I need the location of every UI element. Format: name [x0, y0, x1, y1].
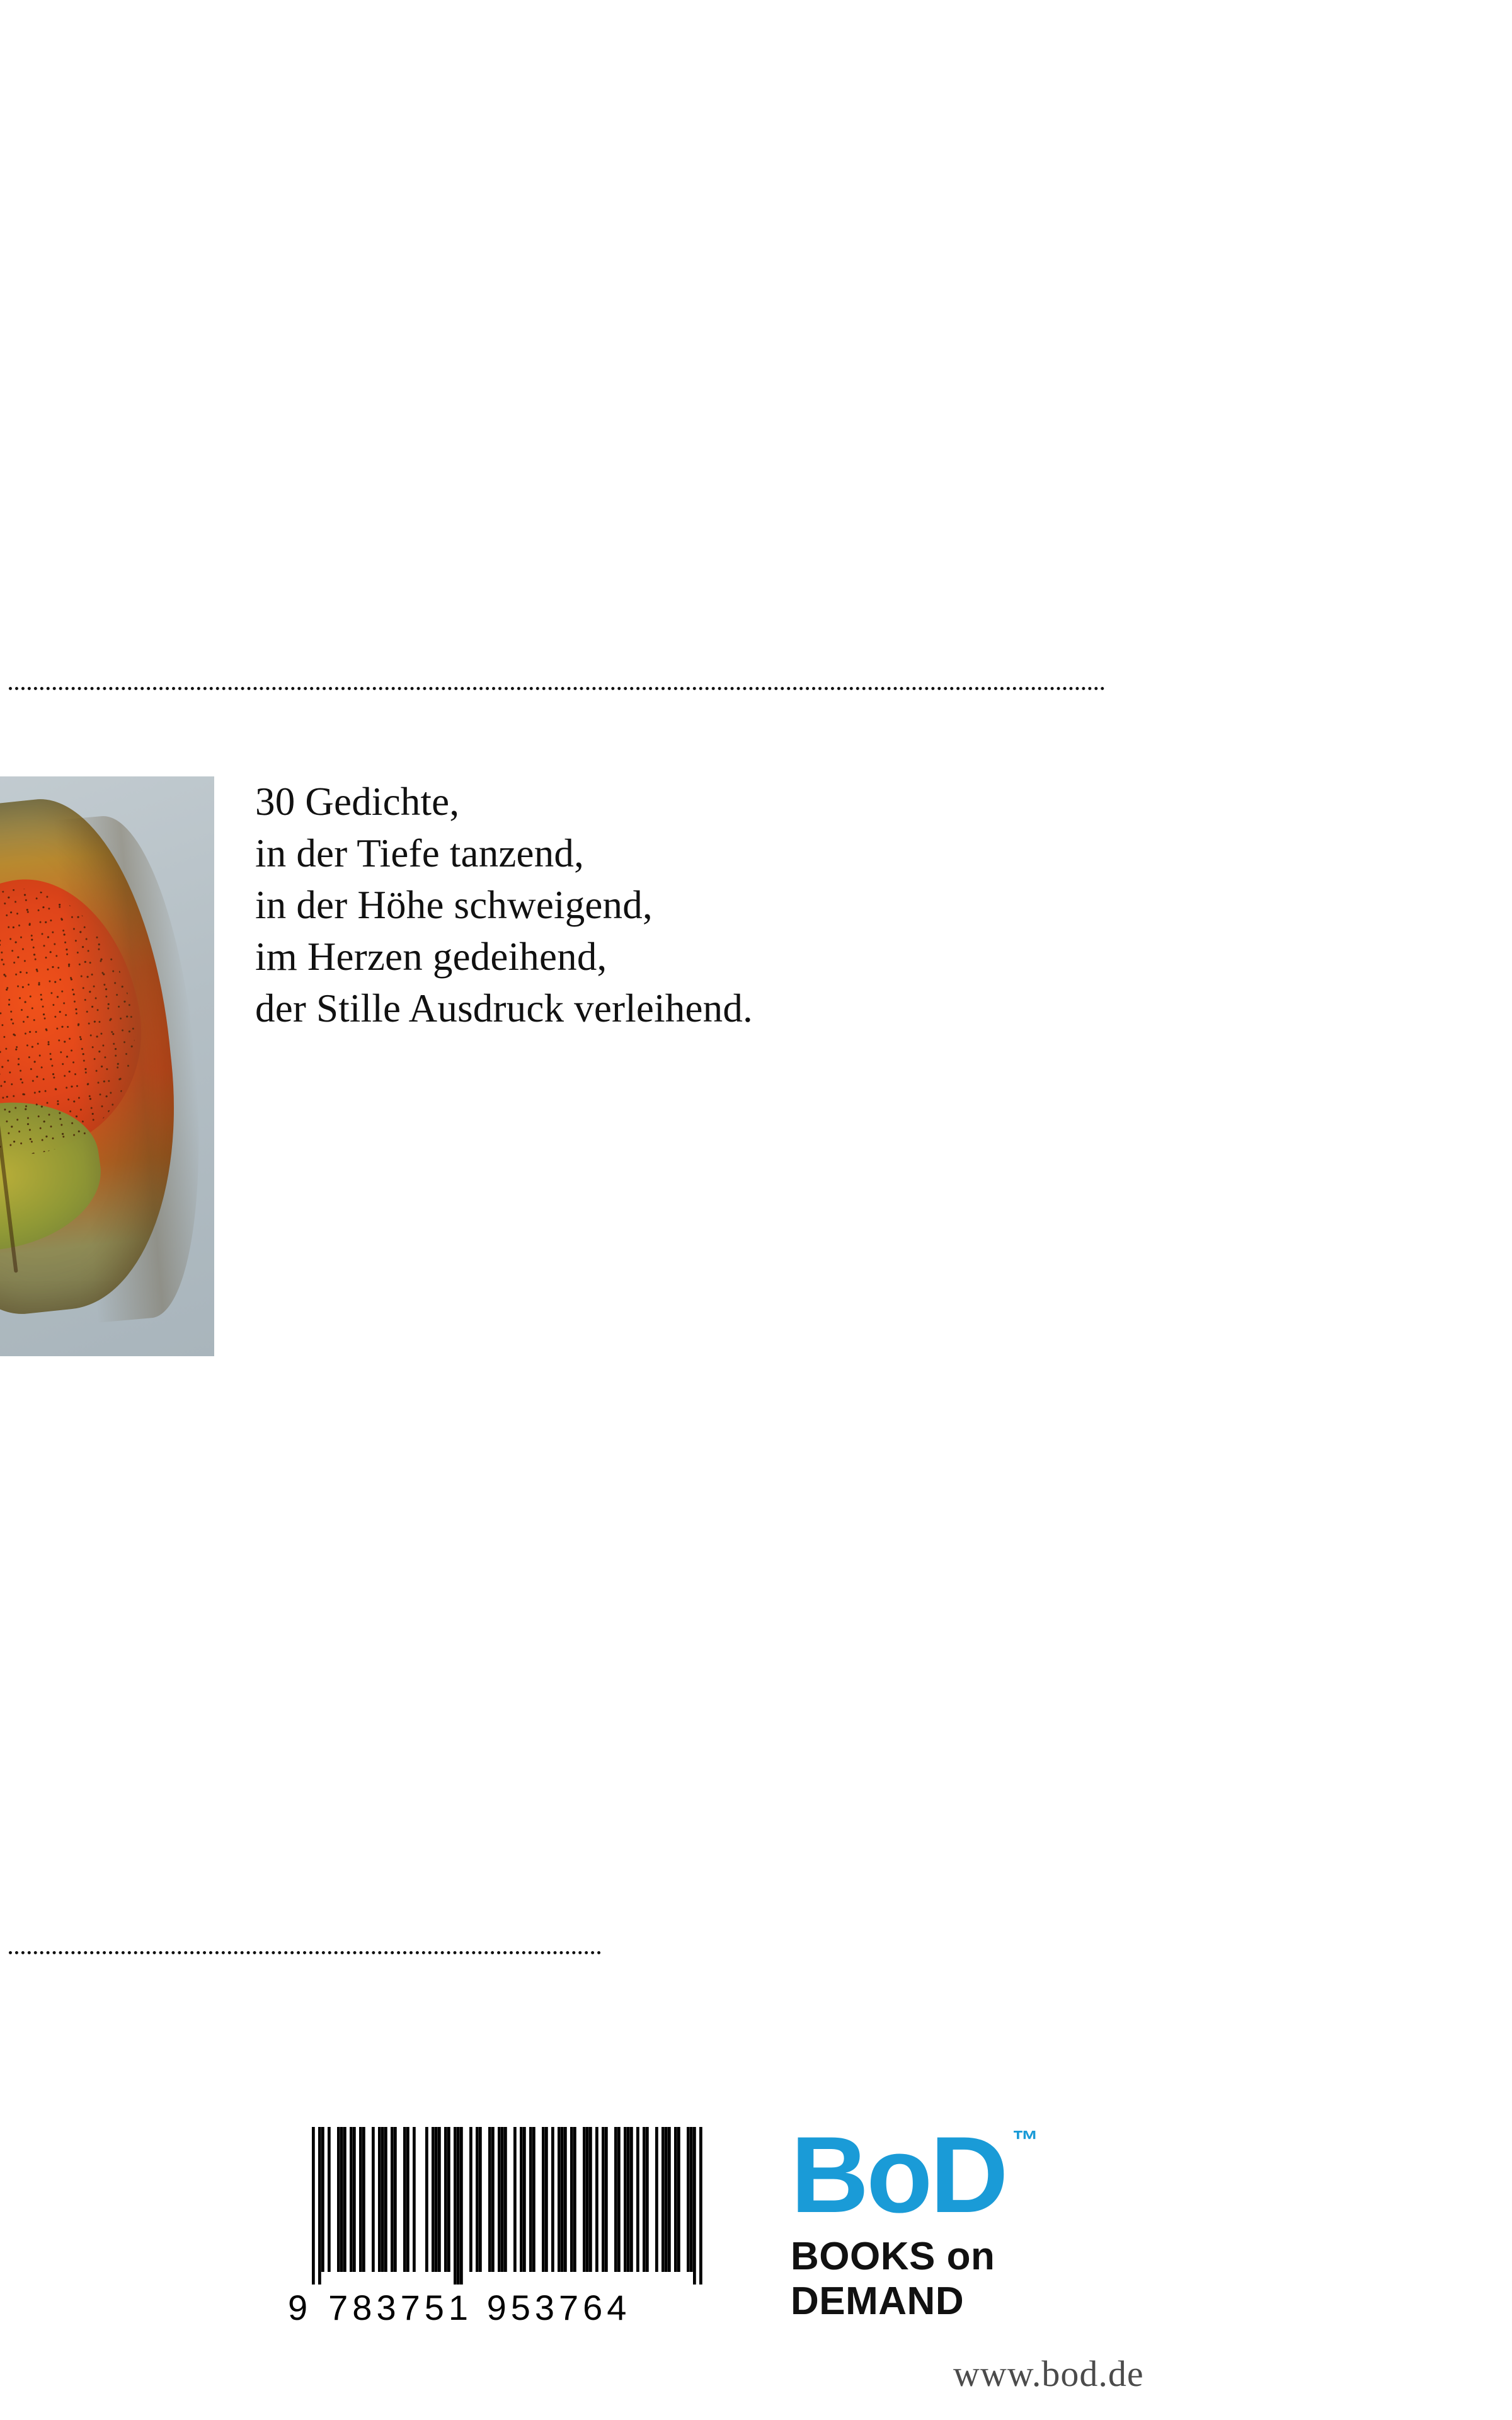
publisher-logo [791, 2114, 1144, 2395]
trademark-icon: ™ [1012, 2125, 1039, 2155]
blurb-line: der Stille Ausdruck verleihend. [255, 986, 753, 1030]
barcode-digits [287, 2287, 702, 2328]
publisher-url: www.bod.de [953, 2353, 1144, 2395]
bod-subtitle: BOOKS on DEMAND [791, 2235, 995, 2324]
blurb-line: im Herzen gedeihend, [255, 934, 607, 979]
isbn-barcode [287, 2127, 702, 2328]
blurb-line: in der Höhe schweigend, [255, 882, 653, 927]
back-cover-blurb [255, 776, 1200, 1034]
blurb-line: in der Tiefe tanzend, [255, 831, 585, 875]
cover-leaf-photo [0, 776, 214, 1356]
bod-wordmark [791, 2114, 1039, 2235]
bottom-dashed-divider [9, 1951, 601, 1954]
barcode-bars [312, 2127, 702, 2285]
barcode-number: 783751 953764 [328, 2288, 631, 2327]
barcode-lead-digit: 9 [288, 2288, 312, 2327]
blurb-line: 30 Gedichte, [255, 780, 460, 824]
bod-wordmark-text: BoD [791, 2114, 1006, 2235]
top-dashed-divider [9, 687, 1105, 690]
